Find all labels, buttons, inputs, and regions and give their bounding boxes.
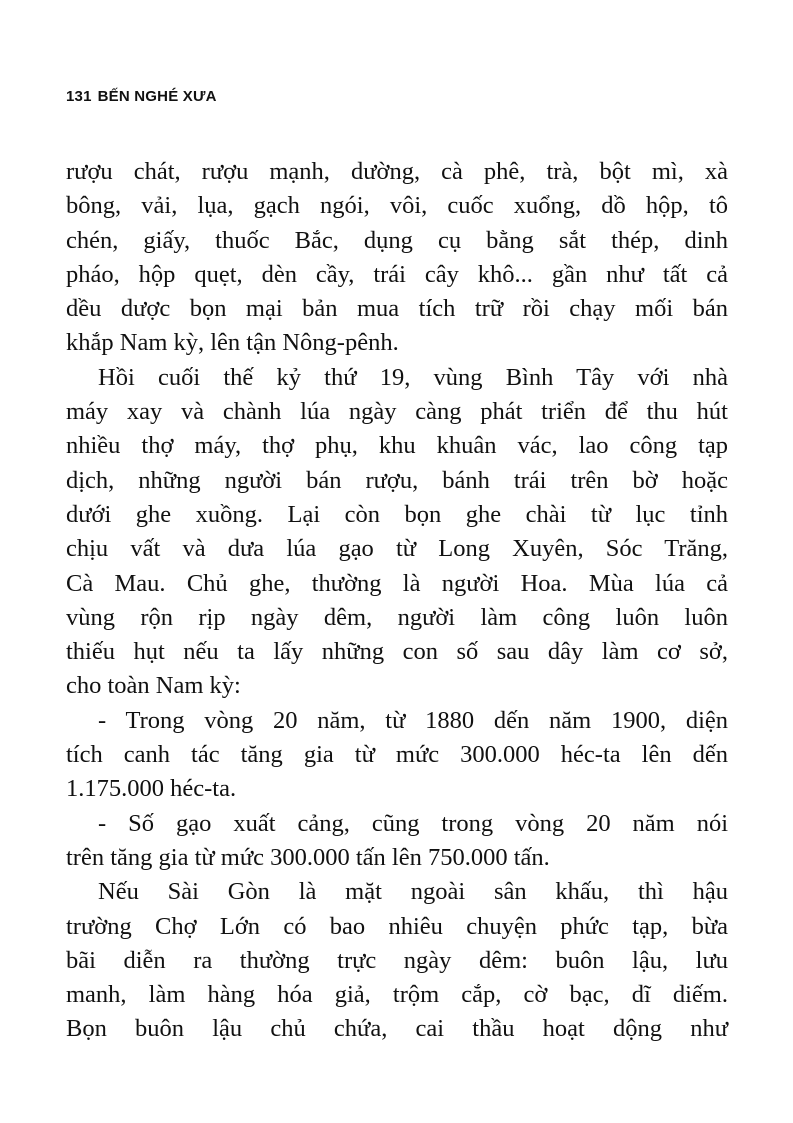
text-line: manh, làm hàng hóa giả, trộm cắp, cờ bạc, dĩ diếm. — [66, 981, 728, 1009]
text-line: pháo, hộp quẹt, dèn cầy, trái cây khô... gần như tất cả — [66, 260, 728, 288]
text-line: Bọn buôn lậu chủ chứa, cai thầu hoạt dộng như — [66, 1015, 728, 1043]
text-line: trường Chợ Lớn có bao nhiêu chuyện phức tạp, bừa — [66, 912, 728, 940]
text-line: dưới ghe xuồng. Lại còn bọn ghe chài từ lục tỉnh — [66, 500, 728, 528]
running-title: BẾN NGHÉ XƯA — [97, 88, 217, 105]
text-line: dịch, những người bán rượu, bánh trái trên bờ hoặc — [66, 466, 728, 494]
text-line: nhiều thợ máy, thợ phụ, khu khuân vác, lao công tạp — [66, 432, 728, 460]
text-line: 1.175.000 héc-ta. — [66, 775, 237, 803]
text-line: - Số gạo xuất cảng, cũng trong vòng 20 năm nói — [98, 809, 728, 837]
text-line: khắp Nam kỳ, lên tận Nông-pênh. — [66, 329, 399, 357]
page-header — [66, 88, 217, 105]
text-line: bông, vải, lụa, gạch ngói, vôi, cuốc xuổng, dồ hộp, tô — [66, 192, 728, 220]
text-line: chịu vất và dưa lúa gạo từ Long Xuyên, Sóc Trăng, — [66, 535, 728, 563]
page-number: 131 — [66, 88, 92, 105]
text-line: dều dược bọn mại bản mua tích trữ rồi chạy mối bán — [66, 295, 728, 323]
text-line: trên tăng gia từ mức 300.000 tấn lên 750.000 tấn. — [66, 843, 550, 871]
text-line: Nếu Sài Gòn là mặt ngoài sân khấu, thì hậu — [98, 878, 728, 906]
text-line: vùng rộn rịp ngày dêm, người làm công luôn luôn — [66, 603, 728, 631]
text-line: bãi diễn ra thường trực ngày dêm: buôn lậu, lưu — [66, 946, 728, 974]
text-line: tích canh tác tăng gia từ mức 300.000 héc-ta lên dến — [66, 741, 728, 769]
text-line: chén, giấy, thuốc Bắc, dụng cụ bằng sắt thép, dinh — [66, 226, 728, 254]
body-text — [66, 155, 728, 1047]
text-line: máy xay và chành lúa ngày càng phát triển để thu hút — [66, 398, 728, 426]
text-line: rượu chát, rượu mạnh, dường, cà phê, trà, bột mì, xà — [66, 158, 728, 185]
text-line: thiếu hụt nếu ta lấy những con số sau dây làm cơ sở, — [66, 638, 728, 666]
text-line: Cà Mau. Chủ ghe, thường là người Hoa. Mùa lúa cả — [66, 569, 728, 597]
text-line: - Trong vòng 20 năm, từ 1880 dến năm 1900, diện — [98, 706, 728, 734]
text-line: Hồi cuối thế kỷ thứ 19, vùng Bình Tây với nhà — [98, 363, 728, 391]
text-line: cho toàn Nam kỳ: — [66, 672, 241, 700]
